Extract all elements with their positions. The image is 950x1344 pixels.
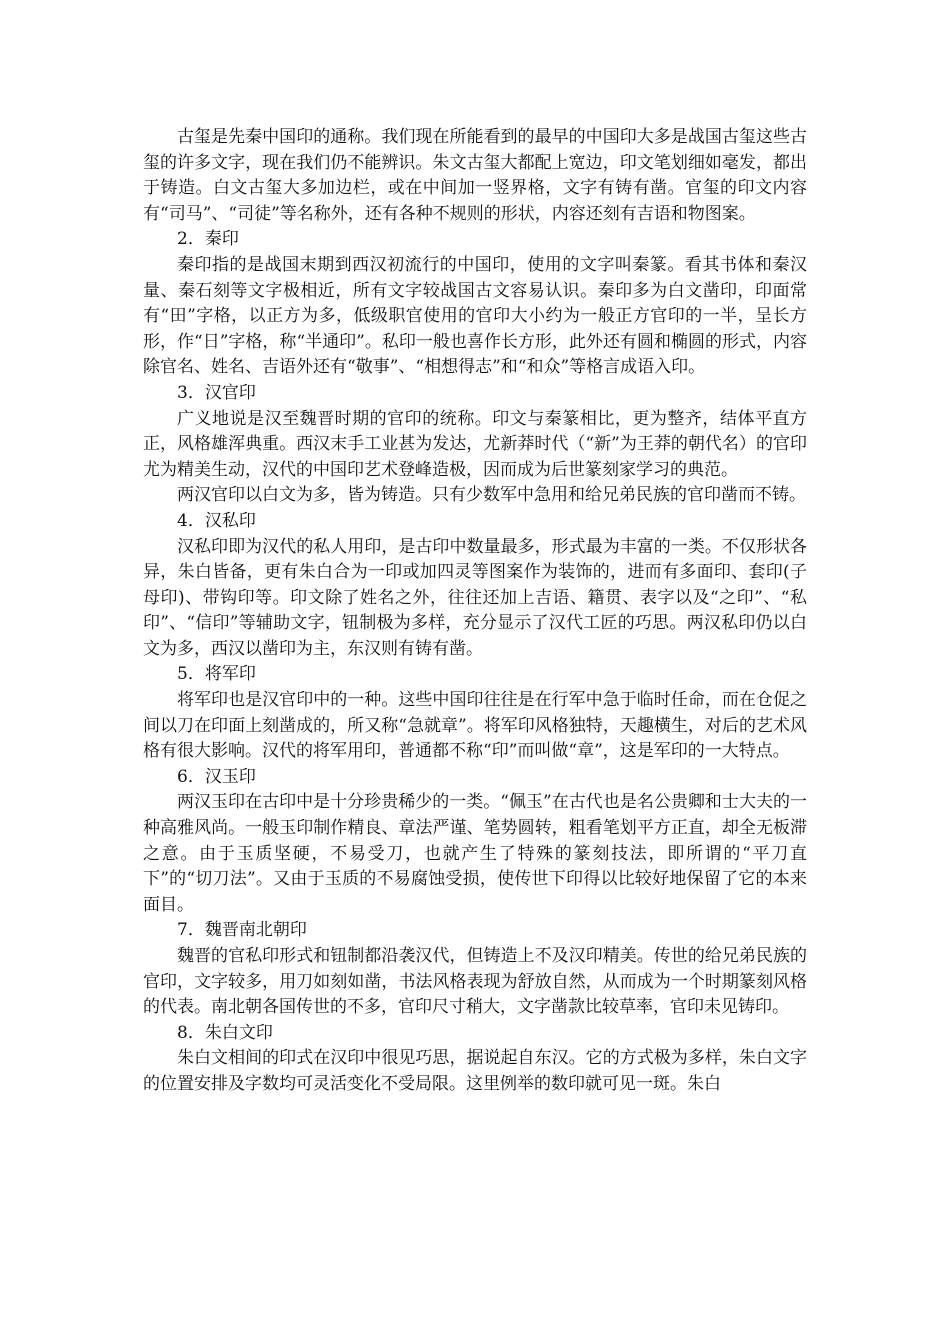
paragraph-qin-yin: 秦印指的是战国末期到西汉初流行的中国印，使用的文字叫秦篆。看其书体和秦汉量、秦石刻等文字极相近，所有文字较战国古文容易认识。秦印多为白文凿印，印面常有“田”字格，以正方为多，低级职官使用的官印大小约为一般正方官印的一半，呈长方形，作“日”字格，称“半通印”。私印一般也喜作长方形，此外还有圆和椭圆的形式，内容除官名、姓名、吉语外还有“敬事”、“相想得志”和“和众”等格言成语入印。 [143,254,807,378]
paragraph-han-guan-yin-2: 两汉官印以白文为多，皆为铸造。只有少数军中急用和给兄弟民族的官印凿而不铸。 [177,485,806,506]
paragraph-han-si-yin: 汉私印即为汉代的私人用印，是古印中数量最多，形式最为丰富的一类。不仅形状各异，朱白皆备，更有朱白合为一印或加四灵等图案作为装饰的，进而有多面印、套印(子母印)、带钩印等。印文除了姓名之外，往往还加上吉语、籍贯、表字以及“之印”、“私印”、“信印”等辅助文字，钮制极为多样，充分显示了汉代工匠的巧思。两汉私印仍以白文为多，西汉以凿印为主，东汉则有铸有凿。 [143,536,807,659]
paragraph-han-yu-yin: 两汉玉印在古印中是十分珍贵稀少的一类。“佩玉”在古代也是名公贵卿和士大夫的一种高雅风尚。一般玉印制作精良、章法严谨、笔势圆转，粗看笔划平方正直，却全无板滞之意。由于玉质坚硬，不易受刀，也就产生了特殊的篆刻技法，即所谓的“平刀直下”的“切刀法”。又由于玉质的不易腐蚀受损，使传世下印得以比较好地保留了它的本来面目。 [143,792,807,915]
paragraph-wei-jin-yin: 魏晋的官私印形式和钮制都沿袭汉代，但铸造上不及汉印精美。传世的给兄弟民族的官印，文字较多，用刀如刻如凿，书法风格表现为舒放自然，从而成为一个时期篆刻风格的代表。南北朝各国传世的不多，官印尺寸稍大，文字凿款比较草率，官印未见铸印。 [143,946,807,1018]
section-heading-wei-jin-yin: 7．魏晋南北朝印 [177,920,307,941]
paragraph-han-guan-yin: 广义地说是汉至魏晋时期的官印的统称。印文与秦篆相比，更为整齐，结体平直方正，风格雄浑典重。西汉末手工业甚为发达，尤新莽时代（“新”为王莽的朝代名）的官印尤为精美生动，汉代的中国印艺术登峰造极，因而成为后世篆刻家学习的典范。 [143,408,807,480]
paragraph-guxi: 古玺是先秦中国印的通称。我们现在所能看到的最早的中国印大多是战国古玺这些古玺的许多文字，现在我们仍不能辨识。朱文古玺大都配上宽边，印文笔划细如毫发，都出于铸造。白文古玺大多加边栏，或在中间加一竖界格，文字有铸有凿。官玺的印文内容有“司马”、“司徒”等名称外，还有各种不规则的形状，内容还刻有吉语和物图案。 [143,127,807,224]
section-heading-han-guan-yin: 3．汉官印 [177,382,256,403]
section-heading-qin-yin: 2．秦印 [177,229,239,250]
section-heading-jiang-jun-yin: 5．将军印 [177,664,256,685]
document-body [143,125,807,1098]
paragraph-jiang-jun-yin: 将军印也是汉官印中的一种。这些中国印往往是在行军中急于临时任命，而在仓促之间以刀在印面上刻凿成的，所又称“急就章”。将军印风格独特，天趣横生，对后的艺术风格有很大影响。汉代的将军用印，普通都不称“印”而叫做“章”，这是军印的一大特点。 [143,690,807,762]
paragraph-zhu-bai-wen-yin: 朱白文相间的印式在汉印中很见巧思，据说起自东汉。它的方式极为多样，朱白文字的位置安排及字数均可灵活变化不受局限。这里例举的数印就可见一斑。朱白 [143,1048,807,1094]
section-heading-zhu-bai-wen-yin: 8．朱白文印 [177,1022,273,1043]
section-heading-han-yu-yin: 6．汉玉印 [177,766,256,787]
section-heading-han-si-yin: 4．汉私印 [177,510,256,531]
